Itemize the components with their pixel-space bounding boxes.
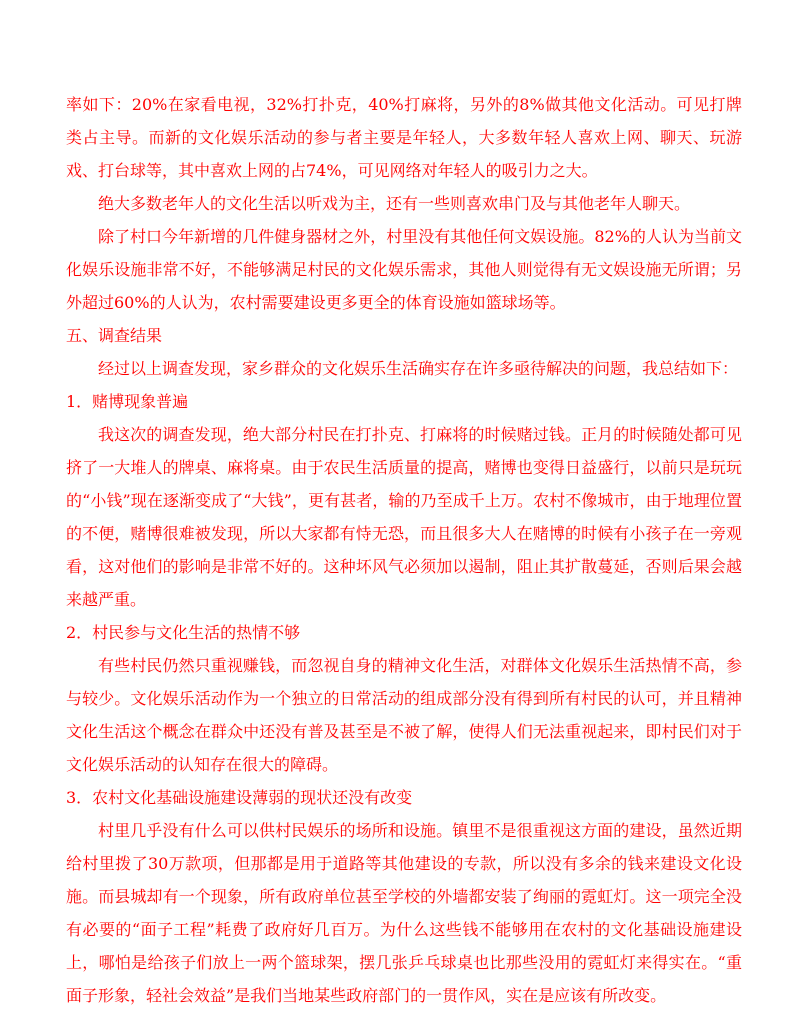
- subsection-heading: 1．赌博现象普遍: [66, 392, 189, 411]
- paragraph: 我这次的调查发现，绝大部分村民在打扑克、打麻将的时候赌过钱。正月的时候随处都可见挤了一大堆人的牌桌、麻将桌。由于农民生活质量的提高，赌博也变得日益盛行，以前只是玩玩的“小钱”现在逐渐变成了“大钱”，更有甚者，输的乃至成千上万。农村不像城市，由于地理位置的不便，赌博很难被发现，所以大家都有恃无恐，而且很多大人在赌博的时候有小孩子在一旁观看，这对他们的影响是非常不好的。这种坏风气必须加以遏制，阻止其扩散蔓延，否则后果会越来越严重。: [66, 425, 742, 609]
- subsection-heading: 2．村民参与文化生活的热情不够: [66, 623, 301, 642]
- paragraph: 经过以上调查发现，家乡群众的文化娱乐生活确实存在许多亟待解决的问题，我总结如下：: [98, 359, 739, 378]
- document-body: [66, 88, 742, 1012]
- subsection-heading: 3．农村文化基础设施建设薄弱的现状还没有改变: [66, 788, 413, 807]
- section-heading: 五、调查结果: [66, 326, 163, 345]
- paragraph: 除了村口今年新增的几件健身器材之外，村里没有其他任何文娱设施。82%的人认为当前文化娱乐设施非常不好，不能够满足村民的文化娱乐需求，其他人则觉得有无文娱设施无所谓；另外超过60%的人认为，农村需要建设更多更全的体育设施如篮球场等。: [66, 227, 742, 312]
- paragraph: 有些村民仍然只重视赚钱，而忽视自身的精神文化生活，对群体文化娱乐生活热情不高，参与较少。文化娱乐活动作为一个独立的日常活动的组成部分没有得到所有村民的认可，并且精神文化生活这个概念在群众中还没有普及甚至是不被了解，使得人们无法重视起来，即村民们对于文化娱乐活动的认知存在很大的障碍。: [66, 656, 742, 774]
- paragraph: 村里几乎没有什么可以供村民娱乐的场所和设施。镇里不是很重视这方面的建设，虽然近期给村里拨了30万款项，但那都是用于道路等其他建设的专款，所以没有多余的钱来建设文化设施。而县城却有一个现象，所有政府单位甚至学校的外墙都安装了绚丽的霓虹灯。这一项完全没有必要的“面子工程”耗费了政府好几百万。为什么这些钱不能够用在农村的文化基础设施建设上，哪怕是给孩子们放上一两个篮球架，摆几张乒乓球桌也比那些没用的霓虹灯来得实在。“重面子形象，轻社会效益”是我们当地某些政府部门的一贯作风，实在是应该有所改变。: [66, 821, 742, 1005]
- paragraph: 率如下：20%在家看电视，32%打扑克，40%打麻将，另外的8%做其他文化活动。可见打牌类占主导。而新的文化娱乐活动的参与者主要是年轻人，大多数年轻人喜欢上网、聊天、玩游戏、打台球等，其中喜欢上网的占74%，可见网络对年轻人的吸引力之大。: [66, 95, 742, 180]
- paragraph: 绝大多数老年人的文化生活以听戏为主，还有一些则喜欢串门及与其他老年人聊天。: [98, 194, 691, 213]
